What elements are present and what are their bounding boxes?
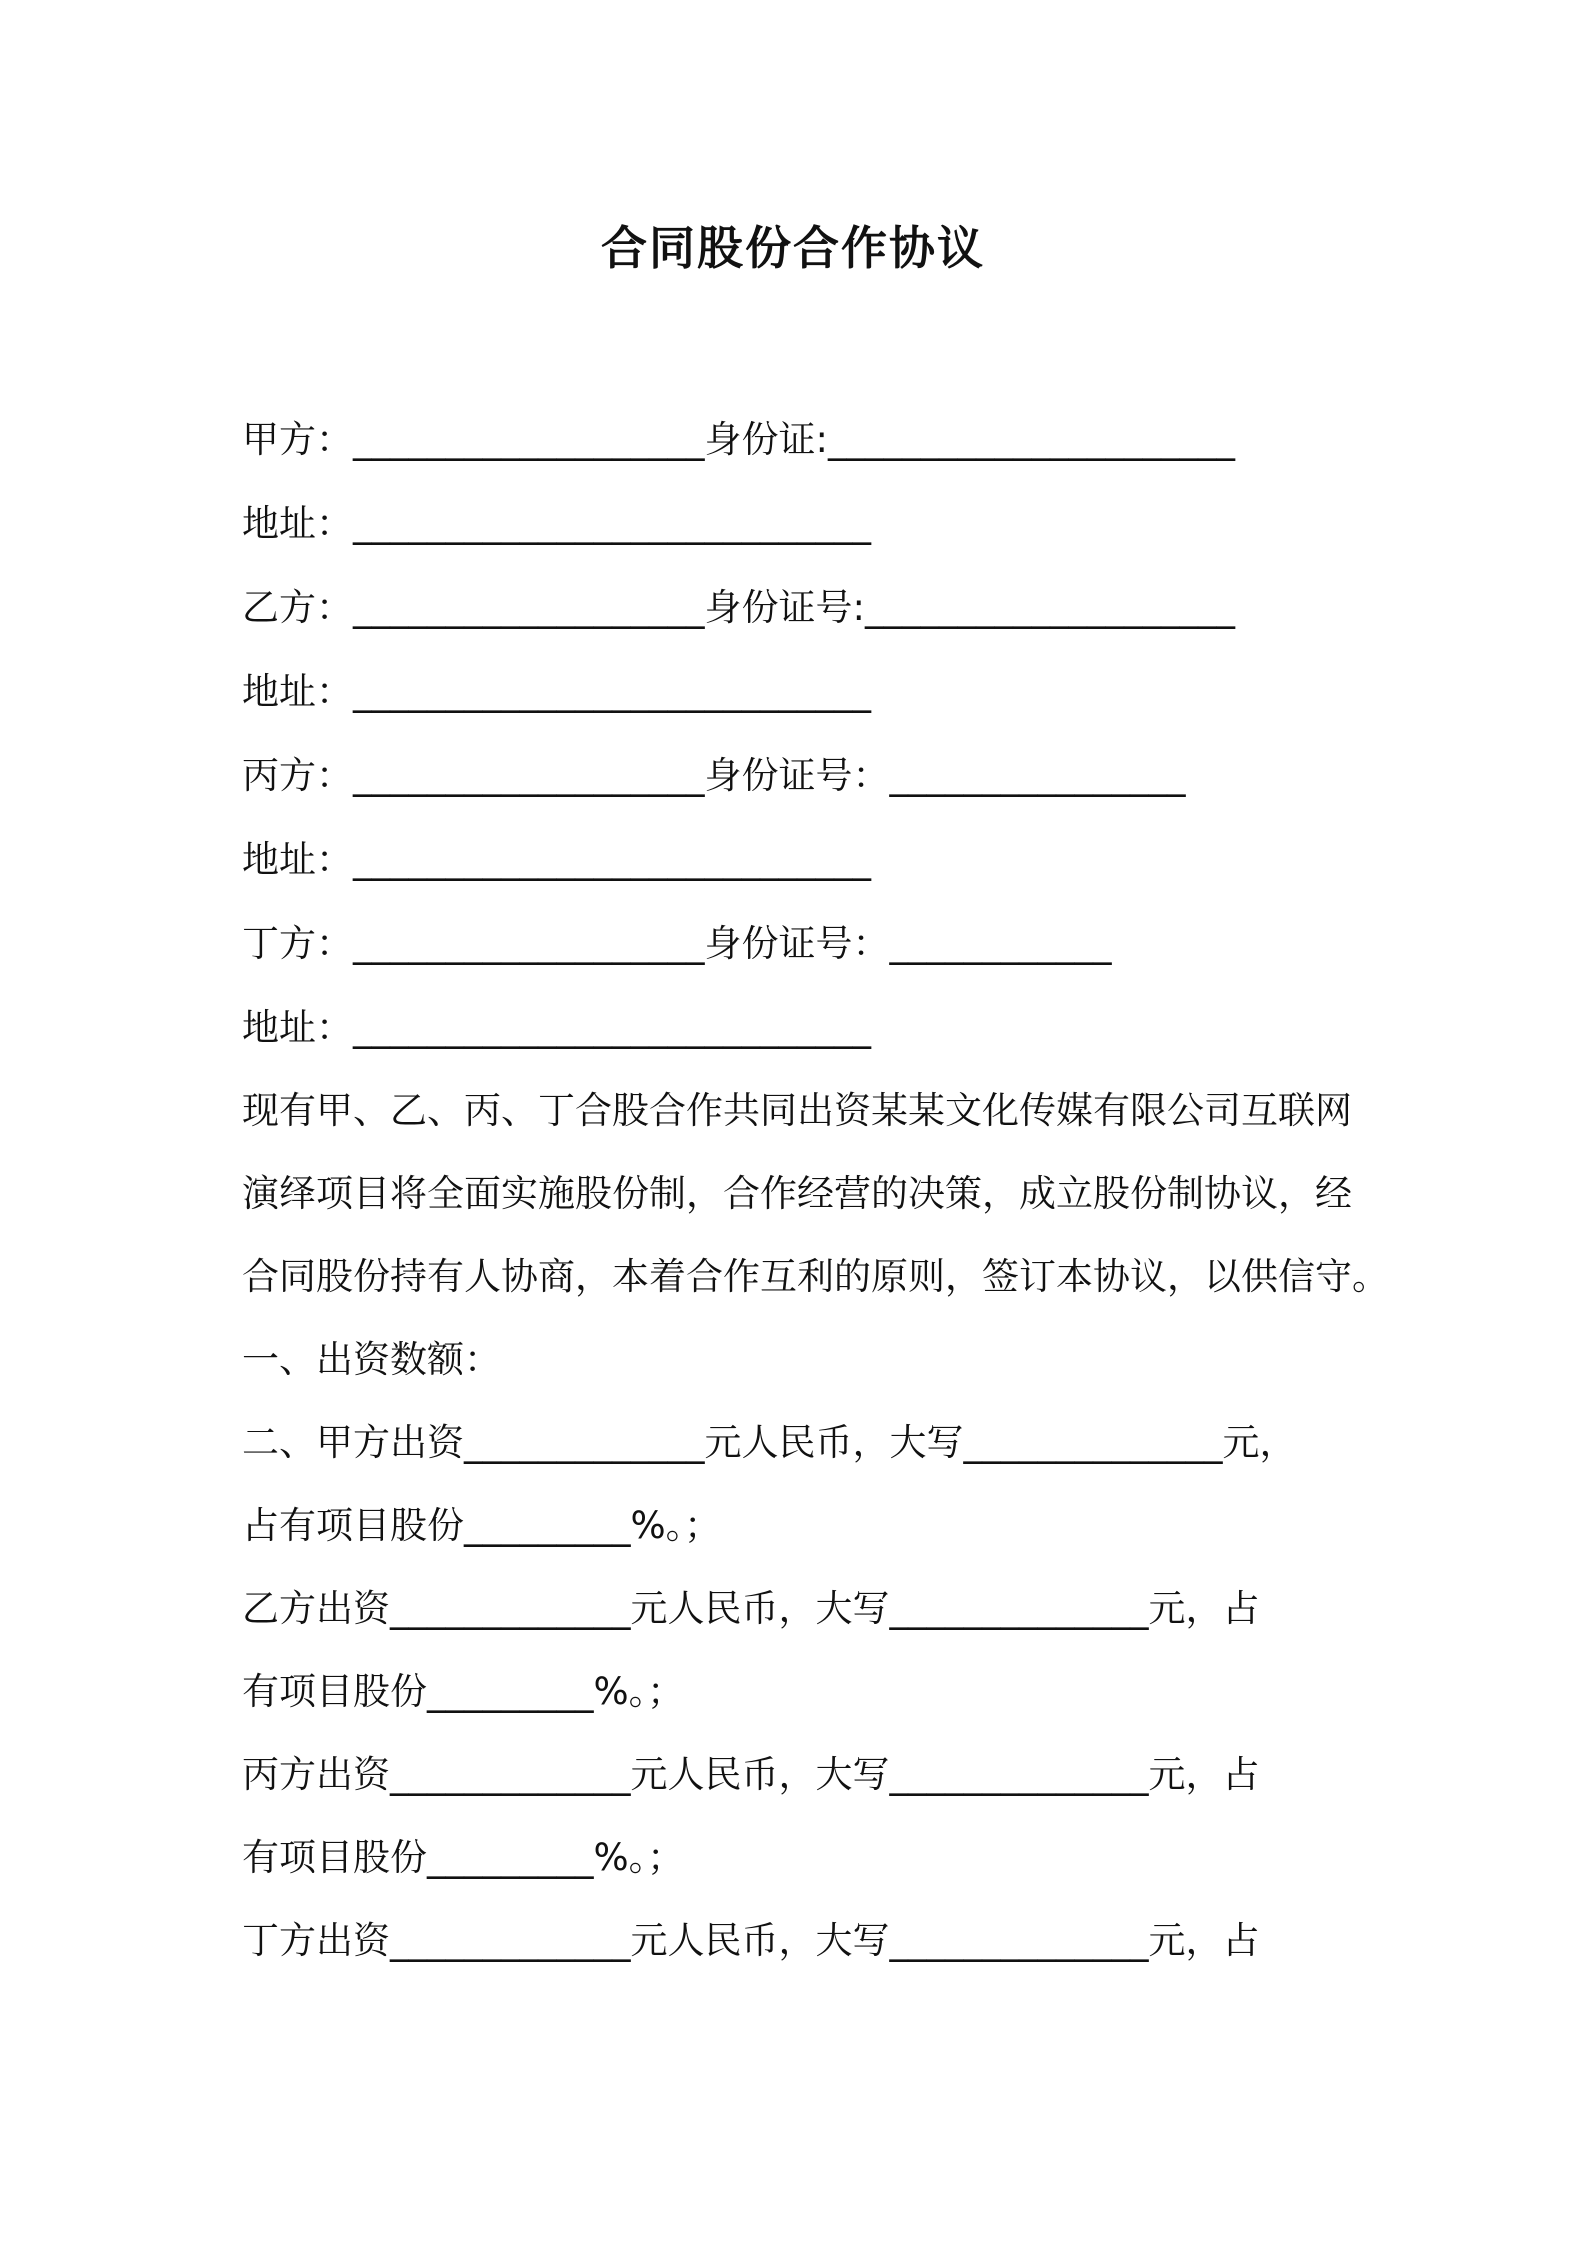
party-a-address: 地址：____________________________ [242,502,871,545]
contribution-line-2: 占有项目股份_________%。； [242,1504,722,1547]
contribution-line-4: 有项目股份_________%。； [242,1670,685,1713]
contribution-line-1: 二、甲方出资_____________元人民币，大写______________元， [242,1421,1297,1464]
party-b-address: 地址：____________________________ [242,670,871,713]
contribution-line-6: 有项目股份_________%。； [242,1836,685,1879]
party-c-address: 地址：____________________________ [242,838,871,881]
section-heading-contribution: 一、出资数额： [242,1338,501,1381]
party-d-address: 地址：____________________________ [242,1006,871,1049]
document-title: 合同股份合作协议 [601,221,985,275]
contribution-line-5: 丙方出资_____________元人民币，大写______________元，占 [242,1753,1260,1796]
preamble-line-1: 现有甲、乙、丙、丁合股合作共同出资某某文化传媒有限公司互联网 [242,1089,1352,1132]
party-c-line: 丙方：___________________身份证号：________________ [242,754,1186,797]
preamble-line-3: 合同股份持有人协商，本着合作互利的原则，签订本协议，以供信守。 [242,1255,1389,1298]
party-b-line: 乙方：___________________身份证号:____________________ [242,586,1235,629]
party-a-line: 甲方：___________________身份证:______________________ [242,418,1235,461]
preamble-line-2: 演绎项目将全面实施股份制，合作经营的决策，成立股份制协议，经 [242,1172,1352,1215]
contribution-line-3: 乙方出资_____________元人民币，大写______________元，占 [242,1587,1260,1630]
contribution-line-7: 丁方出资_____________元人民币，大写______________元，占 [242,1919,1260,1962]
party-d-line: 丁方：___________________身份证号：____________ [242,922,1112,965]
